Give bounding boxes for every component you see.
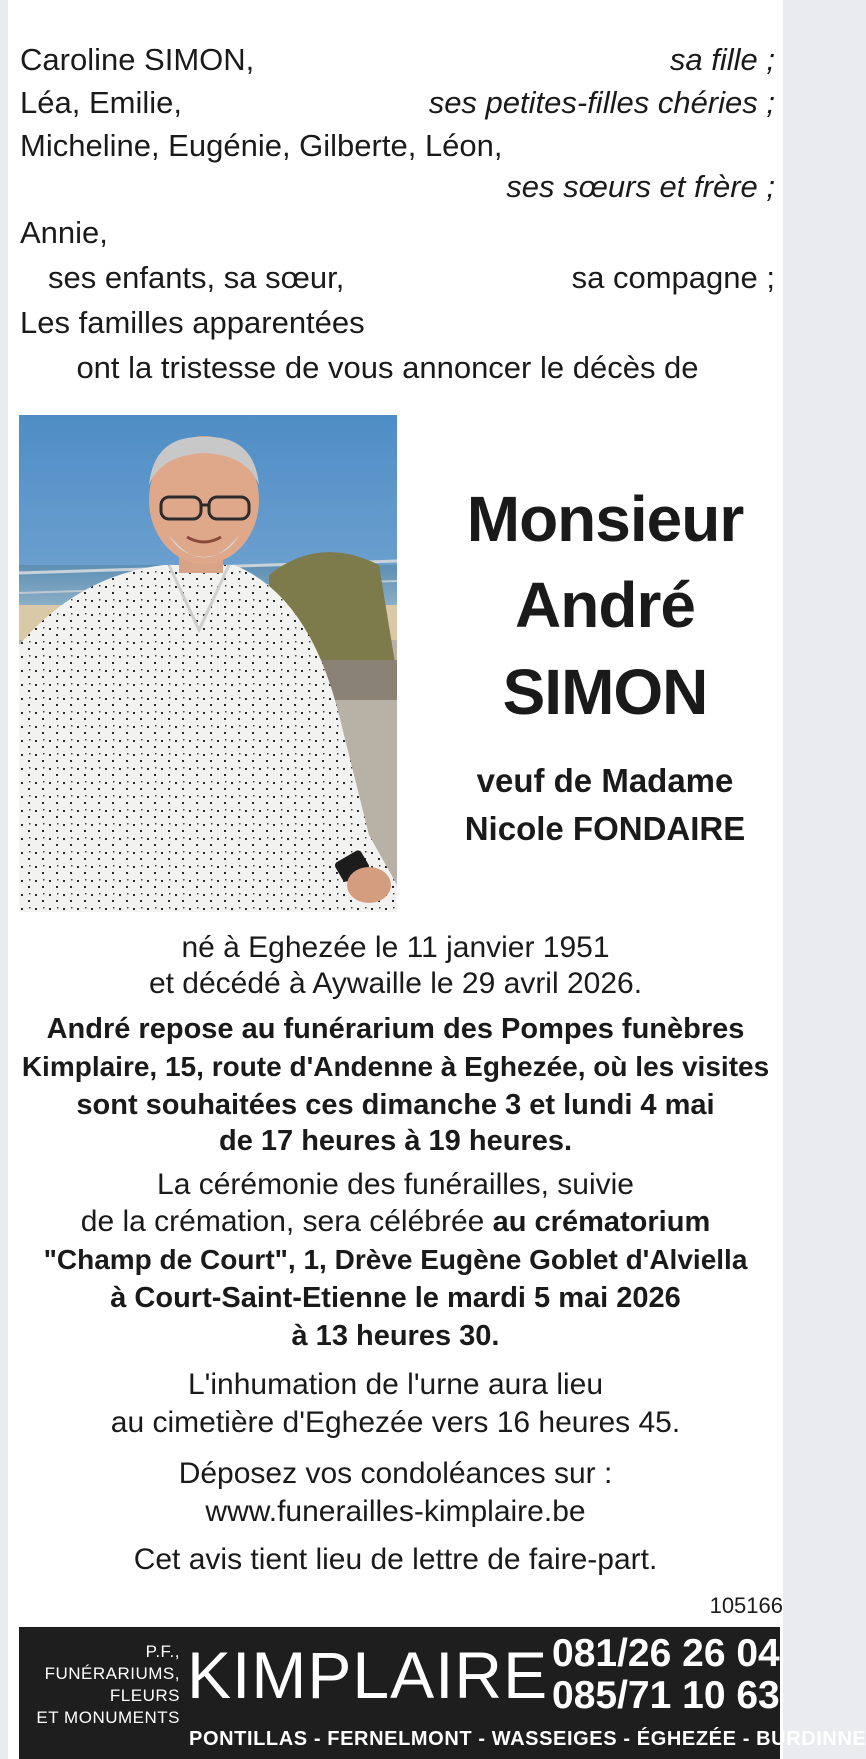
ceremony-date: à Court-Saint-Etienne le mardi 5 mai 2026 bbox=[110, 1282, 681, 1314]
condolences-line: Déposez vos condoléances sur : bbox=[178, 1457, 613, 1490]
phone-number: 26 26 04 bbox=[627, 1632, 780, 1675]
family-relation: sa compagne ; bbox=[571, 260, 775, 295]
birth-line: né à Eghezée le 11 janvier 1951 bbox=[181, 931, 610, 964]
ceremony-address: "Champ de Court", 1, Drève Eugène Goblet d'Alviella bbox=[43, 1244, 748, 1275]
burial-line: L'inhumation de l'urne aura lieu bbox=[187, 1368, 604, 1401]
ceremony-time: à 13 heures 30. bbox=[291, 1320, 500, 1352]
service-item: FUNÉRARIUMS, bbox=[44, 1664, 180, 1683]
ceremony-text: de la crémation, sera célébrée bbox=[80, 1205, 493, 1238]
spouse-name: Nicole FONDAIRE bbox=[464, 810, 746, 847]
family-names: Annie, bbox=[20, 215, 108, 250]
deceased-last-name: SIMON bbox=[502, 656, 708, 728]
death-line: et décédé à Aywaille le 29 avril 2026. bbox=[148, 967, 643, 1000]
visitation-line: Kimplaire, 15, route d'Andenne à Eghezée, où les visites bbox=[21, 1051, 770, 1082]
services-list bbox=[25, 1641, 180, 1729]
brand-name: KIMPLAIRE bbox=[187, 1638, 549, 1712]
obituary-notice bbox=[8, 0, 866, 1759]
phone-line: 081/26 26 04 bbox=[552, 1632, 780, 1675]
family-relation: sa fille ; bbox=[669, 42, 775, 77]
ceremony-venue: au crématorium bbox=[492, 1206, 711, 1238]
service-item: P.F., bbox=[145, 1642, 180, 1661]
notice-line: Cet avis tient lieu de lettre de faire-part. bbox=[133, 1543, 658, 1576]
condolences-website[interactable]: www.funerailles-kimplaire.be bbox=[205, 1495, 586, 1528]
ceremony-line bbox=[8, 1204, 783, 1240]
burial-line: au cimetière d'Eghezée vers 16 heures 45. bbox=[110, 1406, 681, 1439]
deceased-title: Monsieur bbox=[466, 483, 744, 555]
locations-list: PONTILLAS - FERNELMONT - WASSEIGES - ÉGHEZÉE - BURDINNE bbox=[189, 1728, 866, 1750]
visitation-line: André repose au funérarium des Pompes funèbres bbox=[46, 1013, 745, 1045]
visitation-line: sont souhaitées ces dimanche 3 et lundi 4 mai bbox=[76, 1089, 715, 1121]
family-relation: ses petites-filles chéries ; bbox=[428, 85, 775, 120]
family-names: Léa, Emilie, bbox=[20, 85, 182, 120]
family-line bbox=[20, 213, 775, 253]
phone-numbers bbox=[552, 1633, 778, 1717]
family-names: Caroline SIMON, bbox=[20, 42, 255, 77]
phone-line: 085/71 10 63 bbox=[552, 1674, 780, 1717]
service-item: ET MONUMENTS bbox=[36, 1708, 180, 1727]
family-names: Micheline, Eugénie, Gilberte, Léon, bbox=[20, 128, 503, 163]
portrait-photo bbox=[19, 415, 397, 912]
ceremony-line: La cérémonie des funérailles, suivie bbox=[157, 1168, 634, 1201]
family-names: ses enfants, sa sœur, bbox=[48, 260, 345, 295]
funeral-home-banner bbox=[19, 1627, 866, 1759]
family-line bbox=[20, 303, 775, 343]
spouse-line: veuf de Madame bbox=[476, 762, 734, 799]
announcement: ont la tristesse de vous annoncer le décès de bbox=[76, 350, 699, 385]
family-line bbox=[20, 258, 775, 298]
reference-number: 105166 bbox=[709, 1593, 783, 1618]
phone-prefix: 081 bbox=[552, 1632, 618, 1675]
service-item: FLEURS bbox=[109, 1686, 180, 1705]
family-names: Les familles apparentées bbox=[20, 305, 365, 340]
phone-prefix: 085 bbox=[552, 1674, 618, 1717]
visitation-line: de 17 heures à 19 heures. bbox=[218, 1125, 573, 1157]
family-line bbox=[20, 167, 775, 207]
family-line bbox=[20, 40, 775, 80]
deceased-first-name: André bbox=[515, 569, 695, 641]
family-line bbox=[20, 83, 775, 123]
family-relation: ses sœurs et frère ; bbox=[506, 169, 775, 204]
phone-number: 71 10 63 bbox=[627, 1674, 780, 1717]
family-line bbox=[20, 126, 775, 166]
